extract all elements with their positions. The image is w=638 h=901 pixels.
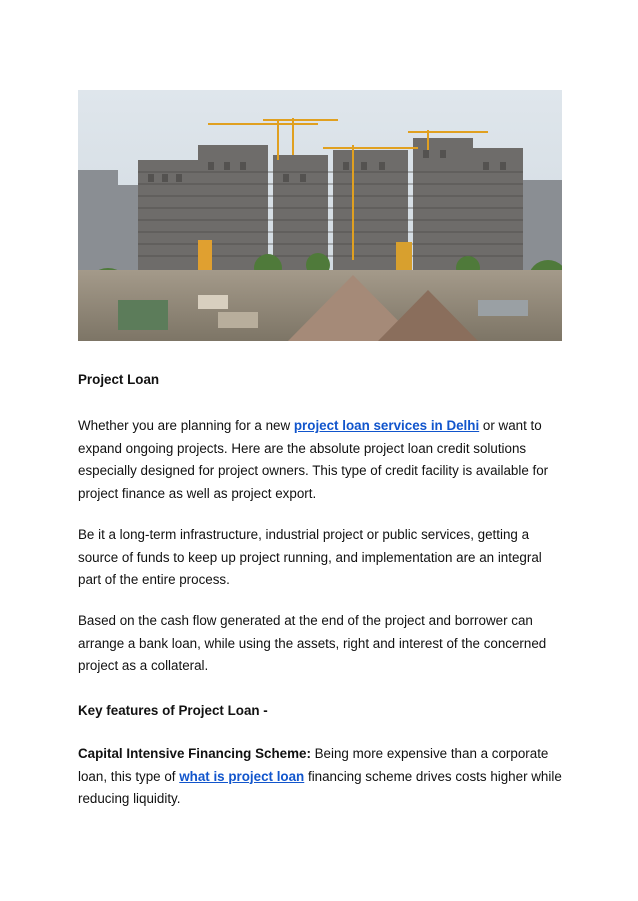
feature-text-after: financing scheme drives costs higher while reducing liquidity. [78, 768, 562, 806]
intro-text-after: or want to expand ongoing projects. Here are the absolute project loan credit solutions especially designed for project owners. This type of credit facility is available for project finance as well as project export. [78, 418, 549, 501]
intro-paragraph [78, 415, 568, 505]
intro-text-before: Whether you are planning for a new [78, 418, 294, 433]
feature-title: Capital Intensive Financing Scheme: [78, 746, 311, 761]
features-heading: Key features of Project Loan - [78, 703, 268, 718]
project-loan-services-link[interactable]: project loan services in Delhi [293, 418, 480, 433]
construction-site-image [78, 90, 562, 341]
feature-capital-intensive [78, 743, 568, 811]
page-title: Project Loan [78, 372, 160, 387]
feature-text-before: Being more expensive than a corporate loan, this type of [78, 746, 549, 784]
what-is-project-loan-link[interactable]: what is project loan [179, 768, 305, 784]
cash-flow-paragraph: Based on the cash flow generated at the end of the project and borrower can arrange a bank loan, while using the assets, right and interest of the concerned project as a collateral. [78, 613, 547, 673]
infrastructure-paragraph: Be it a long-term infrastructure, industrial project or public services, getting a source of funds to keep up project running, and implementation are an integral part of the entire process. [78, 527, 542, 587]
